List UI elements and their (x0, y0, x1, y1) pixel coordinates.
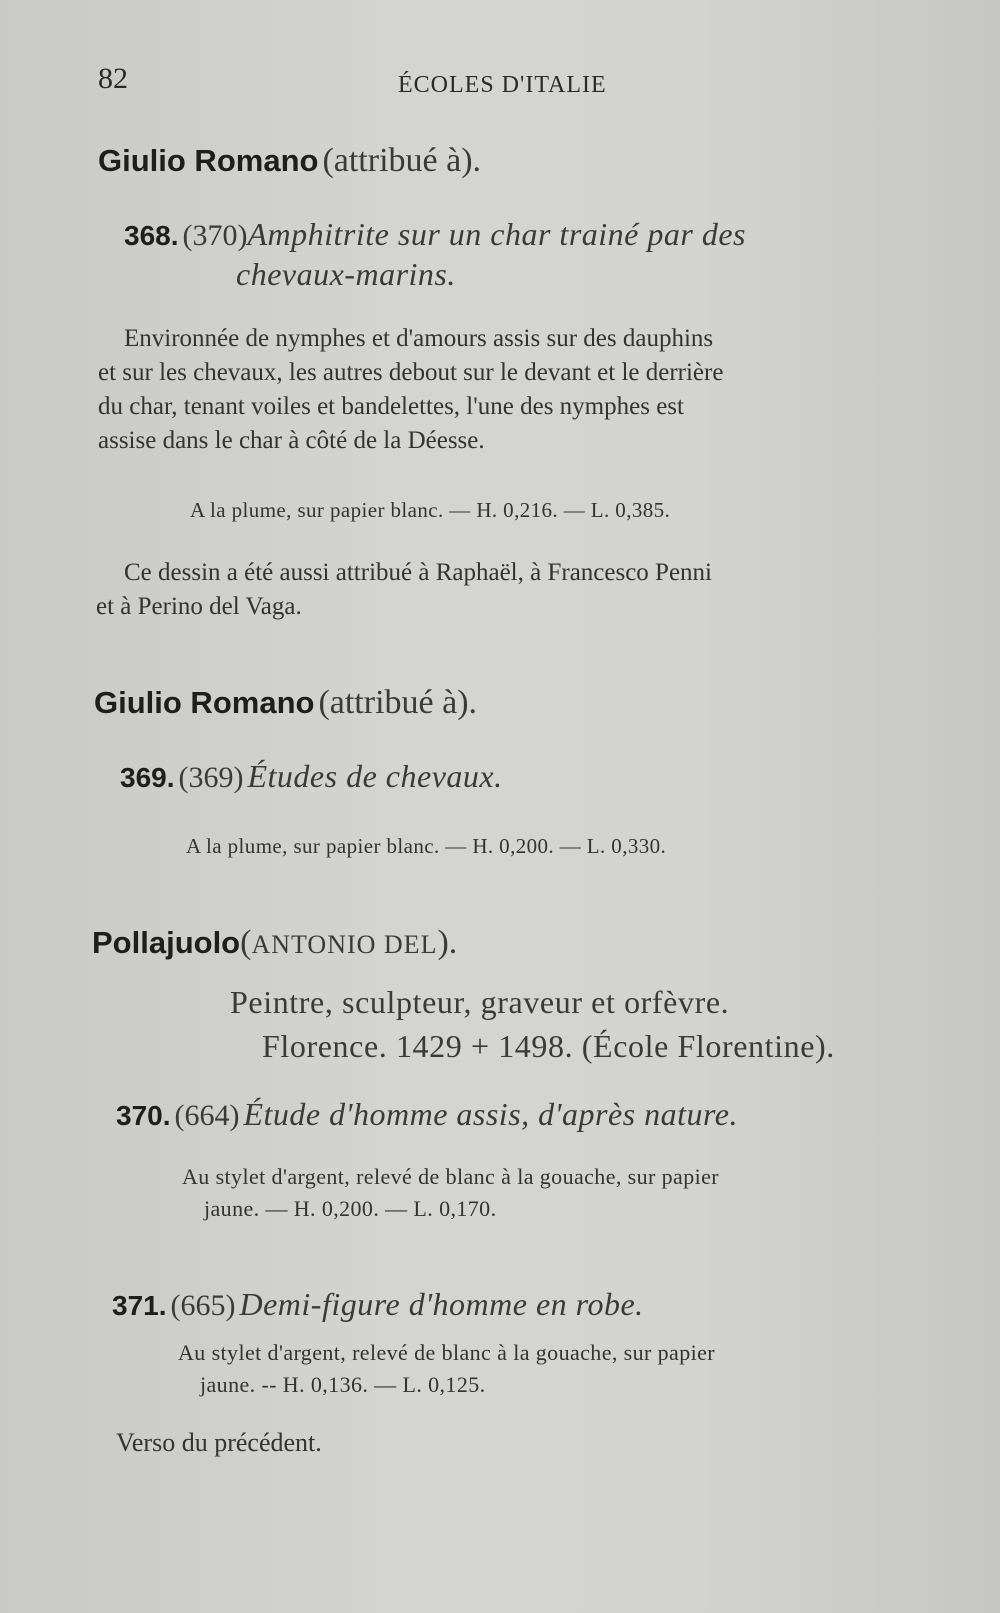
page-number: 82 (98, 62, 128, 95)
entry-reference: (370) (182, 219, 248, 252)
attribution-note: et à Perino del Vaga. (96, 593, 302, 620)
medium-dimensions: A la plume, sur papier blanc. — H. 0,216. — L. 0,385. (190, 498, 671, 522)
entry-reference: (665) (170, 1289, 236, 1322)
entry-heading (116, 1096, 738, 1133)
attribution-note: Ce dessin a été aussi attribué à Raphaël, à Francesco Penni (124, 559, 713, 586)
artist-biography: Peintre, sculpteur, graveur et orfèvre. (230, 984, 730, 1020)
description-line: Environnée de nymphes et d'amours assis sur des dauphins (124, 325, 714, 352)
medium-dimensions: A la plume, sur papier blanc. — H. 0,200. — L. 0,330. (186, 834, 667, 858)
artist-attribution: (attribué à). (322, 142, 482, 179)
entry-heading (124, 216, 746, 253)
description-line: du char, tenant voiles et bandelettes, l'une des nymphes est (98, 393, 684, 420)
entry-reference: (664) (174, 1099, 240, 1132)
entry-title: Études de chevaux. (247, 758, 503, 794)
artist-name: Giulio Romano (98, 143, 319, 178)
artist-heading (98, 142, 481, 180)
entry-number: 369. (120, 762, 175, 793)
entry-number: 371. (112, 1290, 167, 1321)
artist-heading (94, 684, 477, 722)
entry-title-continued: chevaux-marins. (236, 256, 456, 292)
verso-note: Verso du précédent. (116, 1428, 322, 1457)
entry-number: 370. (116, 1100, 171, 1131)
artist-heading (92, 924, 457, 962)
artist-attribution-open: ( (240, 924, 252, 961)
medium-dimensions: Au stylet d'argent, relevé de blanc à la gouache, sur papier (178, 1340, 716, 1365)
medium-dimensions: jaune. — H. 0,200. — L. 0,170. (204, 1196, 497, 1221)
description-line: assise dans le char à côté de la Déesse. (98, 427, 485, 454)
artist-biography: Florence. 1429 + 1498. (École Florentine). (262, 1028, 835, 1064)
artist-forename: ANTONIO DEL (251, 930, 438, 959)
entry-title: Demi-figure d'homme en robe. (239, 1286, 644, 1322)
medium-dimensions: jaune. -- H. 0,136. — L. 0,125. (200, 1372, 486, 1397)
entry-title: Étude d'homme assis, d'après nature. (243, 1096, 738, 1132)
artist-name: Giulio Romano (94, 685, 315, 720)
artist-name: Pollajuolo (92, 925, 241, 960)
running-title: ÉCOLES D'ITALIE (398, 72, 607, 98)
artist-attribution: (attribué à). (318, 684, 478, 721)
artist-attribution-close: ). (437, 924, 458, 961)
entry-heading (112, 1286, 644, 1323)
description-line: et sur les chevaux, les autres debout sur le devant et le derrière (98, 359, 724, 386)
entry-heading (120, 758, 503, 795)
entry-number: 368. (124, 220, 179, 251)
entry-reference: (369) (178, 761, 244, 794)
entry-title: Amphitrite sur un char trainé par des (247, 216, 746, 252)
medium-dimensions: Au stylet d'argent, relevé de blanc à la gouache, sur papier (182, 1164, 720, 1189)
